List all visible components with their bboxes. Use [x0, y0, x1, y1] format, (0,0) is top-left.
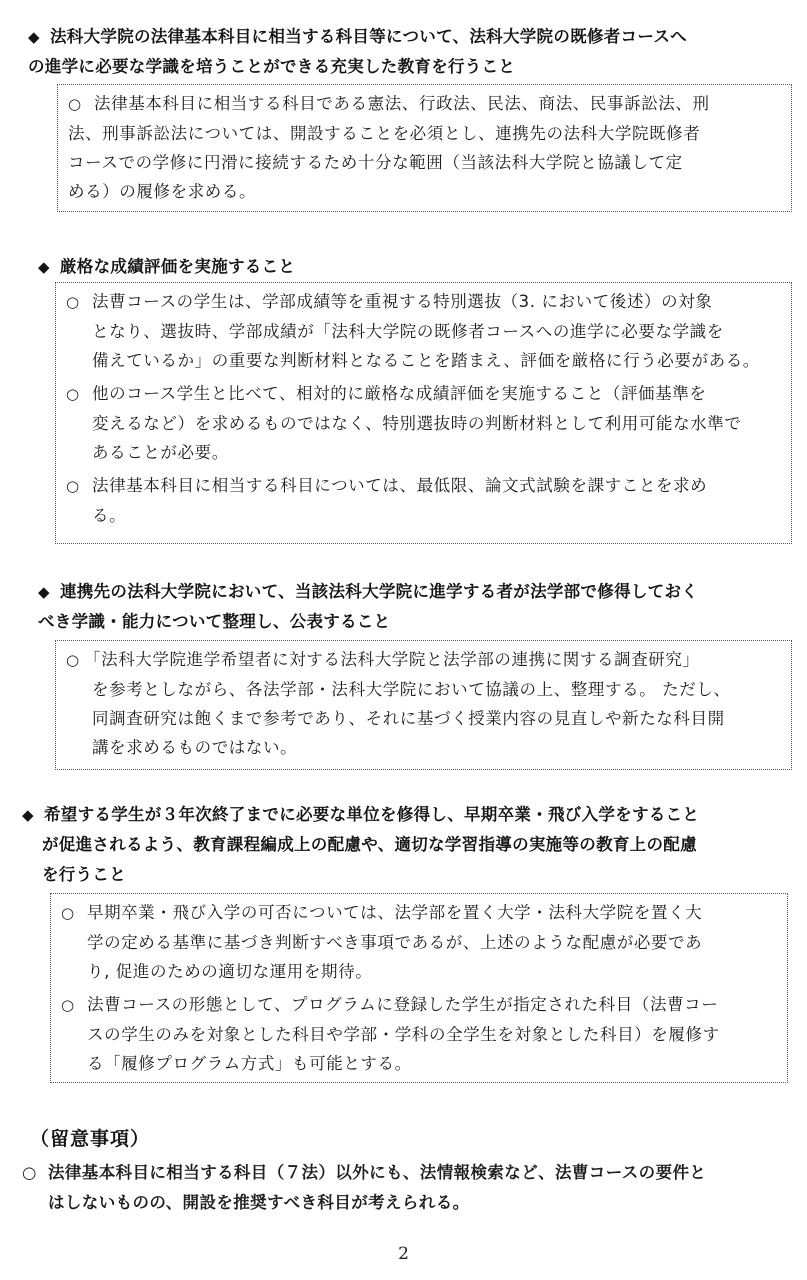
notes-line: 法律基本科目に相当する科目（７法）以外にも、法情報検索など、法曹コースの要件と	[48, 1163, 707, 1182]
list-item	[66, 645, 781, 762]
heading-line: 法科大学院の法律基本科目に相当する科目等について、法科大学院の既修者コースへ	[50, 27, 687, 46]
heading-line: が促進されるよう、教育課程編成上の配慮や、適切な学習指導の実施等の教育上の配慮	[42, 835, 697, 854]
notes-line: はしないものの、開設を推奨すべき科目が考えられる。	[48, 1193, 470, 1212]
item-line: 変えるなど）を求めるものではなく、特別選抜時の判断材料として利用可能な水準で	[92, 414, 742, 433]
item-line: る「履修プログラム方式」も可能とする。	[87, 1054, 412, 1073]
heading-line: 厳格な成績評価を実施すること	[60, 257, 296, 276]
diamond-bullet-icon: ◆	[38, 258, 50, 276]
diamond-bullet-icon: ◆	[22, 806, 34, 824]
circle-bullet-icon: ○	[61, 996, 75, 1014]
item-line: 法、刑事訴訟法については、開設することを必須とし、連携先の法科大学院既修者	[68, 124, 701, 143]
section-heading	[28, 22, 687, 82]
heading-line: べき学識・能力について整理し、公表すること	[38, 612, 391, 631]
section-heading	[38, 577, 698, 637]
item-line: を参考としながら、各法学部・法科大学院において協議の上、整理する。 ただし、	[92, 680, 731, 699]
circle-bullet-icon: ○	[66, 477, 80, 495]
list-item	[61, 990, 777, 1078]
section-heading	[38, 252, 295, 282]
item-line: める）の履修を求める。	[68, 182, 257, 201]
heading-line: 連携先の法科大学院において、当該法科大学院に進学する者が法学部で修得しておく	[60, 582, 699, 601]
list-item	[66, 379, 781, 467]
list-item	[68, 89, 781, 206]
circle-bullet-icon: ○	[66, 293, 80, 311]
item-line: 法律基本科目に相当する科目については、最低限、論文式試験を課すことを求め	[92, 476, 708, 495]
item-line: となり、選抜時、学部成績が「法科大学院の既修者コースへの進学に必要な学識を	[92, 322, 724, 341]
circle-bullet-icon: ○	[22, 1163, 37, 1182]
section-heading	[22, 800, 699, 890]
heading-line: の進学に必要な学識を培うことができる充実した教育を行うこと	[28, 57, 516, 76]
page-number: 2	[398, 1244, 409, 1264]
heading-line: を行うこと	[42, 865, 126, 884]
item-line: あることが必要。	[92, 443, 229, 462]
notes-body	[22, 1158, 706, 1218]
circle-bullet-icon: ○	[66, 385, 80, 403]
item-line: 講を求めるものではない。	[92, 738, 298, 757]
item-line: 早期卒業・飛び入学の可否については、法学部を置く大学・法科大学院を置く大	[87, 903, 703, 922]
circle-bullet-icon: ○	[66, 651, 80, 669]
circle-bullet-icon: ○	[68, 95, 82, 113]
heading-line: 希望する学生が３年次終了までに必要な単位を修得し、早期卒業・飛び入学をすること	[44, 805, 700, 824]
item-line: る。	[92, 506, 127, 525]
item-line: 他のコース学生と比べて、相対的に厳格な成績評価を実施すること（評価基準を	[92, 384, 707, 403]
item-line: 法曹コースの形態として、プログラムに登録した学生が指定された科目（法曹コー	[87, 995, 719, 1014]
item-line: 備えているか」の重要な判断材料となることを踏まえ、評価を厳格に行う必要がある。	[92, 351, 760, 370]
section-box	[55, 640, 792, 770]
section-box	[57, 84, 792, 212]
circle-bullet-icon: ○	[61, 904, 75, 922]
item-line: コースでの学修に円滑に接続するため十分な範囲（当該法科大学院と協議して定	[68, 153, 683, 172]
notes-title: （留意事項）	[30, 1128, 151, 1150]
item-line: り, 促進のための適切な運用を期待。	[87, 962, 373, 981]
item-line: 法律基本科目に相当する科目である憲法、行政法、民法、商法、民事訴訟法、刑	[94, 94, 710, 113]
section-box	[50, 893, 788, 1083]
item-line: 「法科大学院進学希望者に対する法科大学院と法学部の連携に関する調査研究」	[84, 650, 700, 669]
list-item	[66, 287, 781, 375]
diamond-bullet-icon: ◆	[28, 28, 40, 46]
item-line: 学の定める基準に基づき判断すべき事項であるが、上述のような配慮が必要であ	[87, 933, 703, 952]
list-item	[66, 471, 781, 530]
section-box	[55, 282, 792, 544]
list-item	[61, 898, 777, 986]
item-line: 同調査研究は飽くまで参考であり、それに基づく授業内容の見直しや新たな科目開	[92, 709, 725, 728]
item-line: スの学生のみを対象とした科目や学部・学科の全学生を対象とした科目）を履修す	[87, 1025, 720, 1044]
item-line: 法曹コースの学生は、学部成績等を重視する特別選抜（3. において後述）の対象	[92, 292, 713, 311]
diamond-bullet-icon: ◆	[38, 583, 50, 601]
